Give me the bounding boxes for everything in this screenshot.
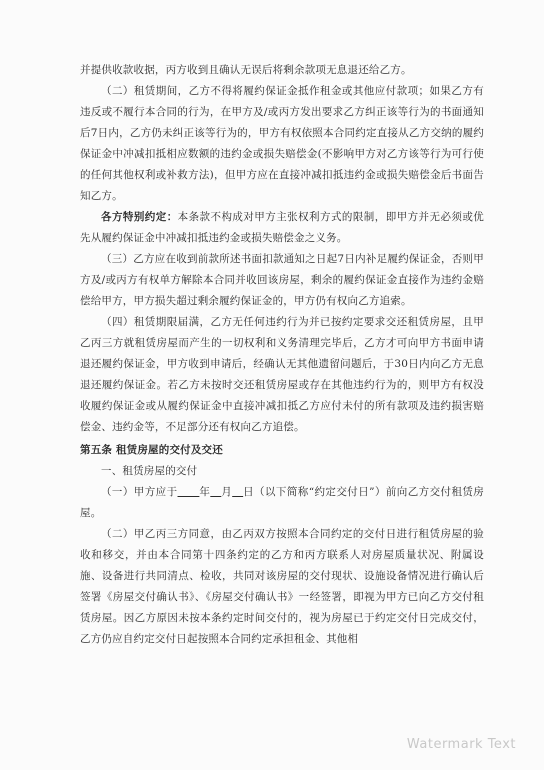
- special-agreement-label: 各方特别约定：: [101, 211, 178, 223]
- document-body: [80, 60, 484, 650]
- paragraph-continuation: 并提供收款收据，丙方收到且确认无误后将剩余款项无息退还给乙方。: [80, 64, 412, 76]
- watermark: Watermark Text: [406, 737, 516, 752]
- paragraph-clause-2: （二）租赁期间，乙方不得将履约保证金抵作租金或其他应付款项；如果乙方有违反或不履行本合同的行为，在甲方及/或丙方发出要求乙方纠正该等行为的书面通知后7日内，乙方仍未纠正该等行为的，甲方有权依照本合同约定直接从乙方交纳的履约保证金中冲减扣抵相应数额的违约金或损失赔偿金(不影响甲方对乙方该等行为可行使的任何其他权利或补救方法)，但甲方应在直接冲减扣抵违约金或损失赔偿金后书面告知乙方。: [80, 85, 484, 202]
- subsection-title: 一、租赁房屋的交付: [101, 465, 198, 477]
- paragraph-clause-4: （四）租赁期限届满，乙方无任何违约行为并已按约定要求交还租赁房屋，且甲乙丙三方就租赁房屋而产生的一切权利和义务清理完毕后，乙方才可向甲方书面申请退还履约保证金，甲方收到申请后，经确认无其他遗留问题后，于30日内向乙方无息退还履约保证金。若乙方未按时交还租赁房屋或存在其他违约行为的，则甲方有权没收履约保证金或从履约保证金中直接冲减扣抵乙方应付未付的所有款项及违约损害赔偿金、违约金等，不足部分还有权向乙方追偿。: [80, 316, 484, 433]
- special-agreement-text: 本条款不构成对甲方主张权利方式的限制，即甲方并无必须或优先从履约保证金中冲减扣抵违约金或损失赔偿金之义务。: [80, 211, 484, 244]
- delivery-text-c: 月: [221, 486, 233, 498]
- delivery-text-b: 年: [199, 486, 211, 498]
- paragraph-delivery-date: [80, 482, 484, 524]
- paragraph-clause-3: （三）乙方应在收到前款所述书面扣款通知之日起7日内补足履约保证金，否则甲方及/或丙方有权单方解除本合同并收回该房屋，剩余的履约保证金直接作为违约金赔偿给甲方，甲方损失超过剩余履约保证金的，甲方仍有权向乙方追索。: [80, 253, 484, 307]
- paragraph-special-agreement: [80, 207, 484, 249]
- blank-year: [178, 486, 200, 498]
- delivery-text-d: 日（以下简称“约定交付日”）前向乙方交付租赁房屋。: [80, 486, 485, 519]
- section-heading: 第五条 租赁房屋的交付及交还: [80, 444, 223, 456]
- paragraph-delivery-process: （二）甲乙丙三方同意，由乙丙双方按照本合同约定的交付日进行租赁房屋的验收和移交，并由本合同第十四条约定的乙方和丙方联系人对房屋质量状况、附属设施、设备进行共同清点、检收，共同对该房屋的交付现状、设施设备情况进行确认后签署《房屋交付确认书》、《房屋交付确认书》一经签署，即视为甲方已向乙方交付租赁房屋。因乙方原因未按本条约定时间交付的，视为房屋已于约定交付日完成交付，乙方仍应自约定交付日起按照本合同约定承担租金、其他相: [80, 528, 484, 645]
- blank-day: [232, 486, 243, 498]
- blank-month: [210, 486, 221, 498]
- delivery-text-a: （一）甲方应于: [101, 486, 178, 498]
